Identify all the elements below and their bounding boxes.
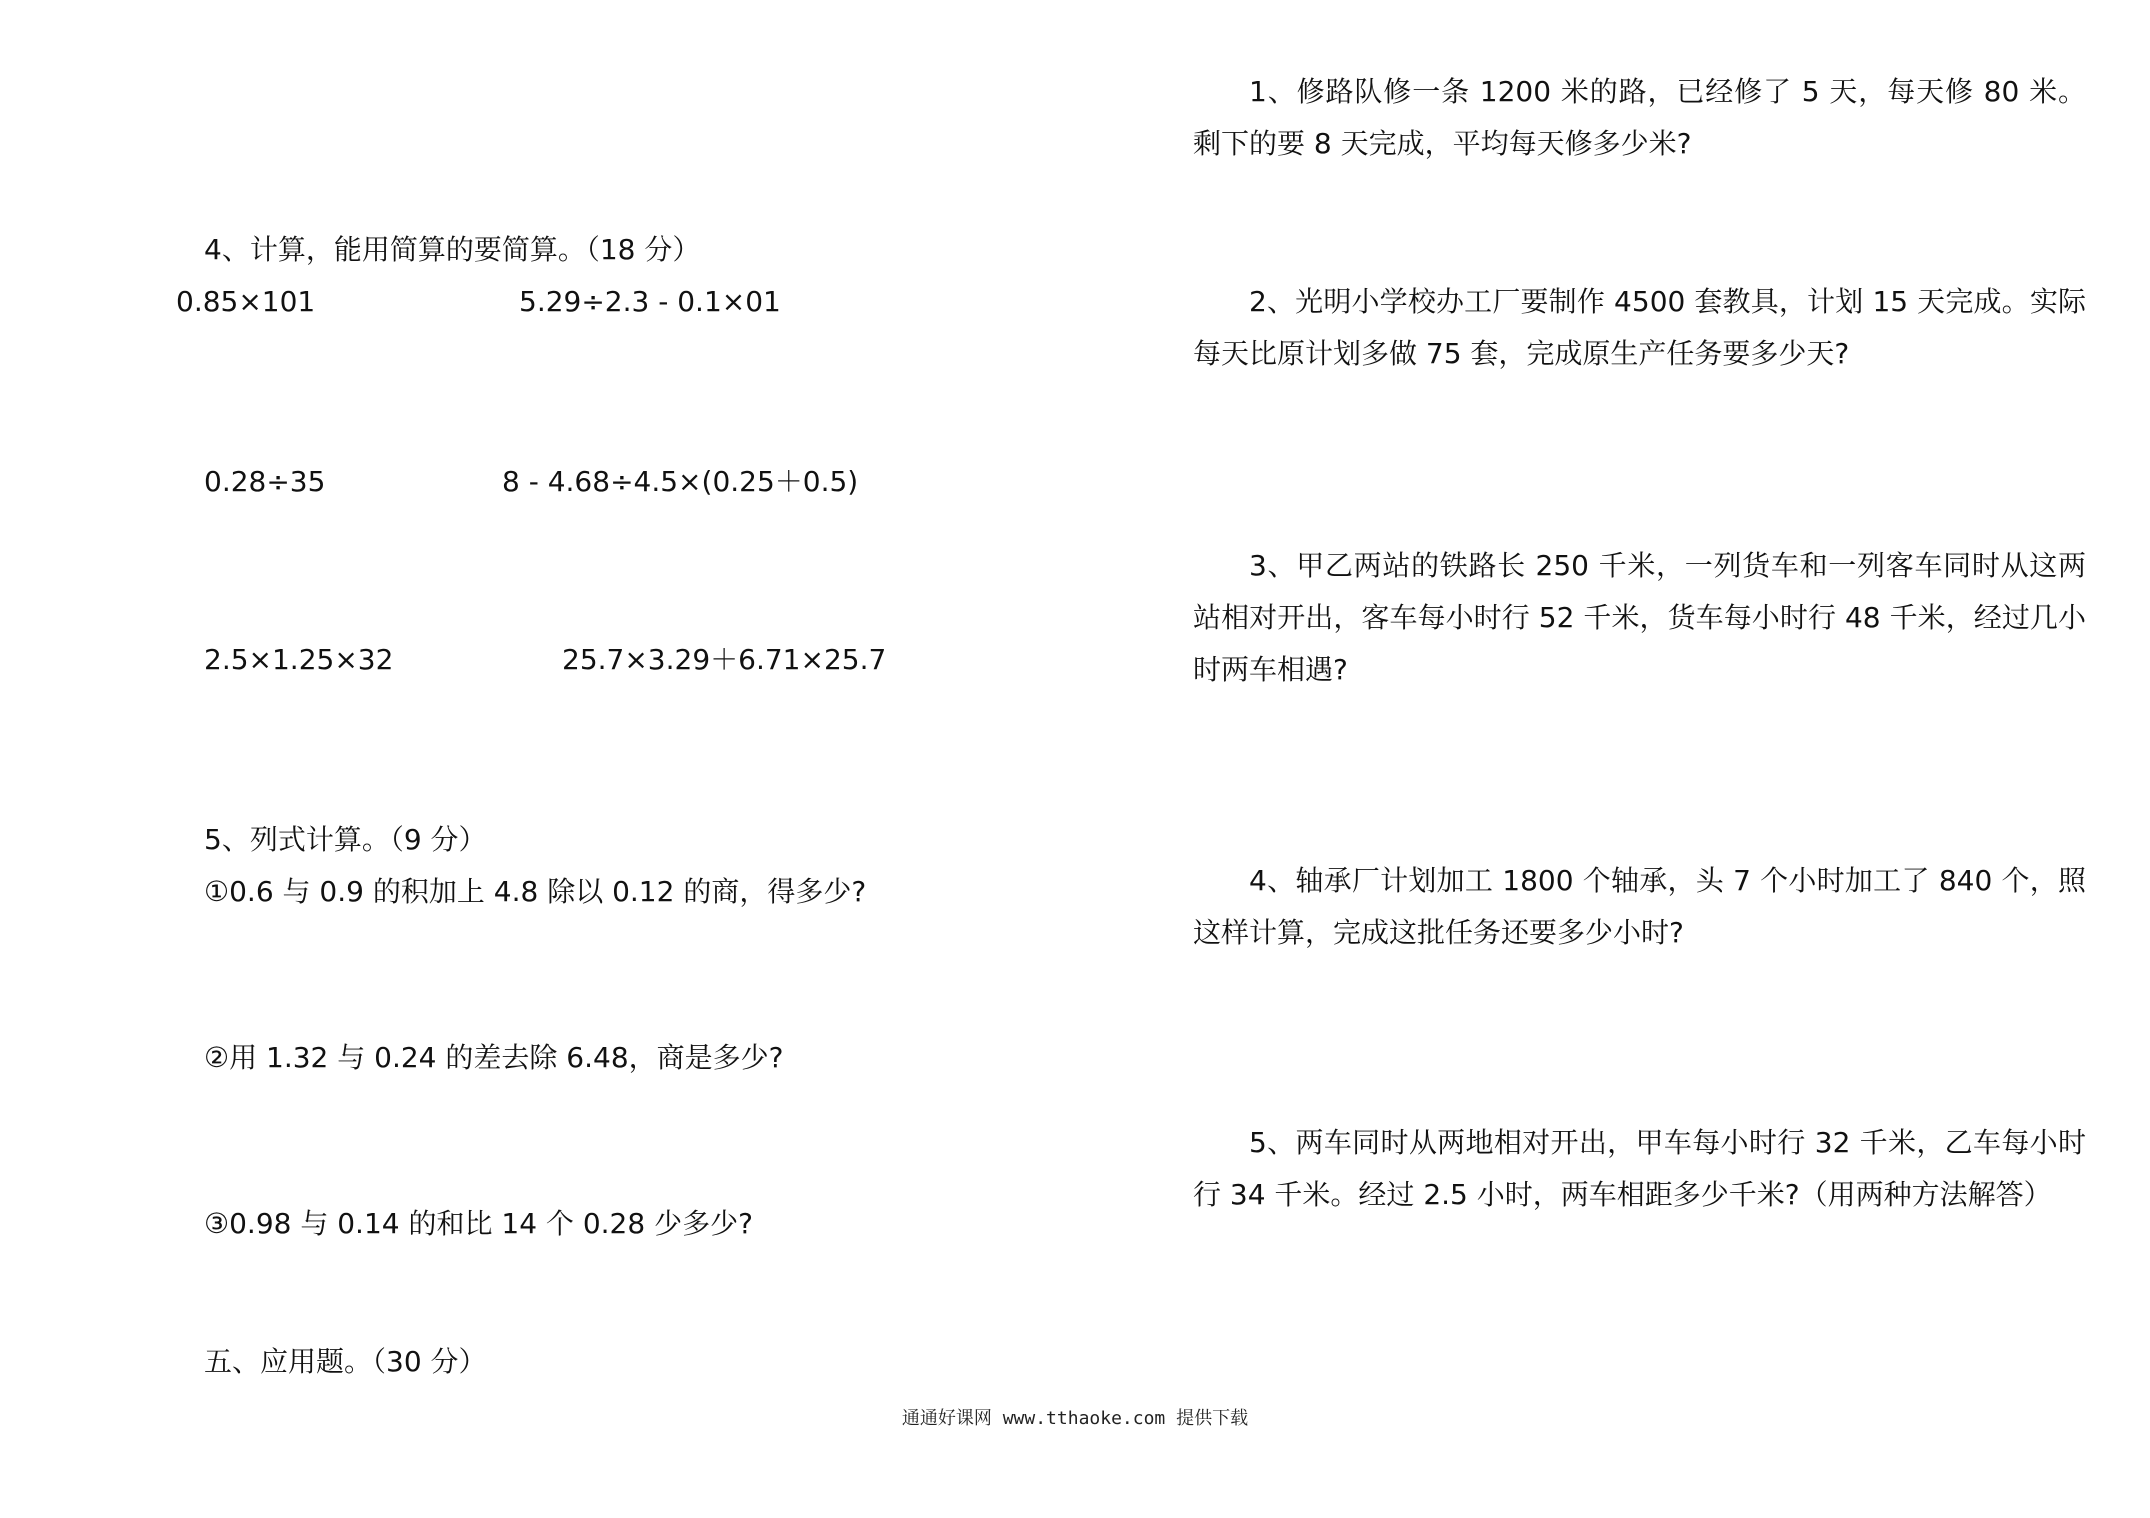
word-problem-1-text: 1、修路队修一条 1200 米的路，已经修了 5 天，每天修 80 米。剩下的要 8 天完成，平均每天修多少米? [1193,75,2086,160]
calc-expression: 2.5×1.25×32 [204,643,394,676]
section-5-title: 5、列式计算。（9 分） [204,823,487,856]
word-problem-3-text: 3、甲乙两站的铁路长 250 千米，一列货车和一列客车同时从这两站相对开出，客车每小时行 52 千米，货车每小时行 48 千米，经过几小时两车相遇? [1193,549,2086,686]
word-problem-5-text: 5、两车同时从两地相对开出，甲车每小时行 32 千米，乙车每小时行 34 千米。经过 2.5 小时，两车相距多少千米?（用两种方法解答） [1193,1126,2086,1211]
word-problem-5 [1193,1117,2086,1221]
word-problem-2 [1193,276,2086,380]
word-problem-2-text: 2、光明小学校办工厂要制作 4500 套教具，计划 15 天完成。实际每天比原计划多做 75 套，完成原生产任务要多少天? [1193,285,2086,370]
calc-expression: 0.85×101 [176,285,316,318]
calc-expression: 5.29÷2.3 - 0.1×01 [519,285,781,318]
word-problem-3 [1193,540,2086,696]
section-4-title: 4、计算，能用简算的要简算。（18 分） [204,233,701,266]
word-problem-4-text: 4、轴承厂计划加工 1800 个轴承，头 7 个小时加工了 840 个，照这样计算，完成这批任务还要多少小时? [1193,864,2086,949]
calc-expression: 0.28÷35 [204,465,326,498]
calc-expression: 8 - 4.68÷4.5×(0.25＋0.5) [502,465,859,498]
download-source-footer: 通通好课网 www.tthaoke.com 提供下载 [901,1408,1249,1429]
word-problem-1 [1193,66,2086,170]
section-five-title: 五、应用题。（30 分） [204,1345,487,1378]
word-problem-4 [1193,855,2086,959]
equation-problem-2: ②用 1.32 与 0.24 的差去除 6.48，商是多少? [204,1041,784,1074]
equation-problem-3: ③0.98 与 0.14 的和比 14 个 0.28 少多少? [204,1207,753,1240]
calc-expression: 25.7×3.29＋6.71×25.7 [562,643,887,676]
equation-problem-1: ①0.6 与 0.9 的积加上 4.8 除以 0.12 的商，得多少? [204,875,867,908]
